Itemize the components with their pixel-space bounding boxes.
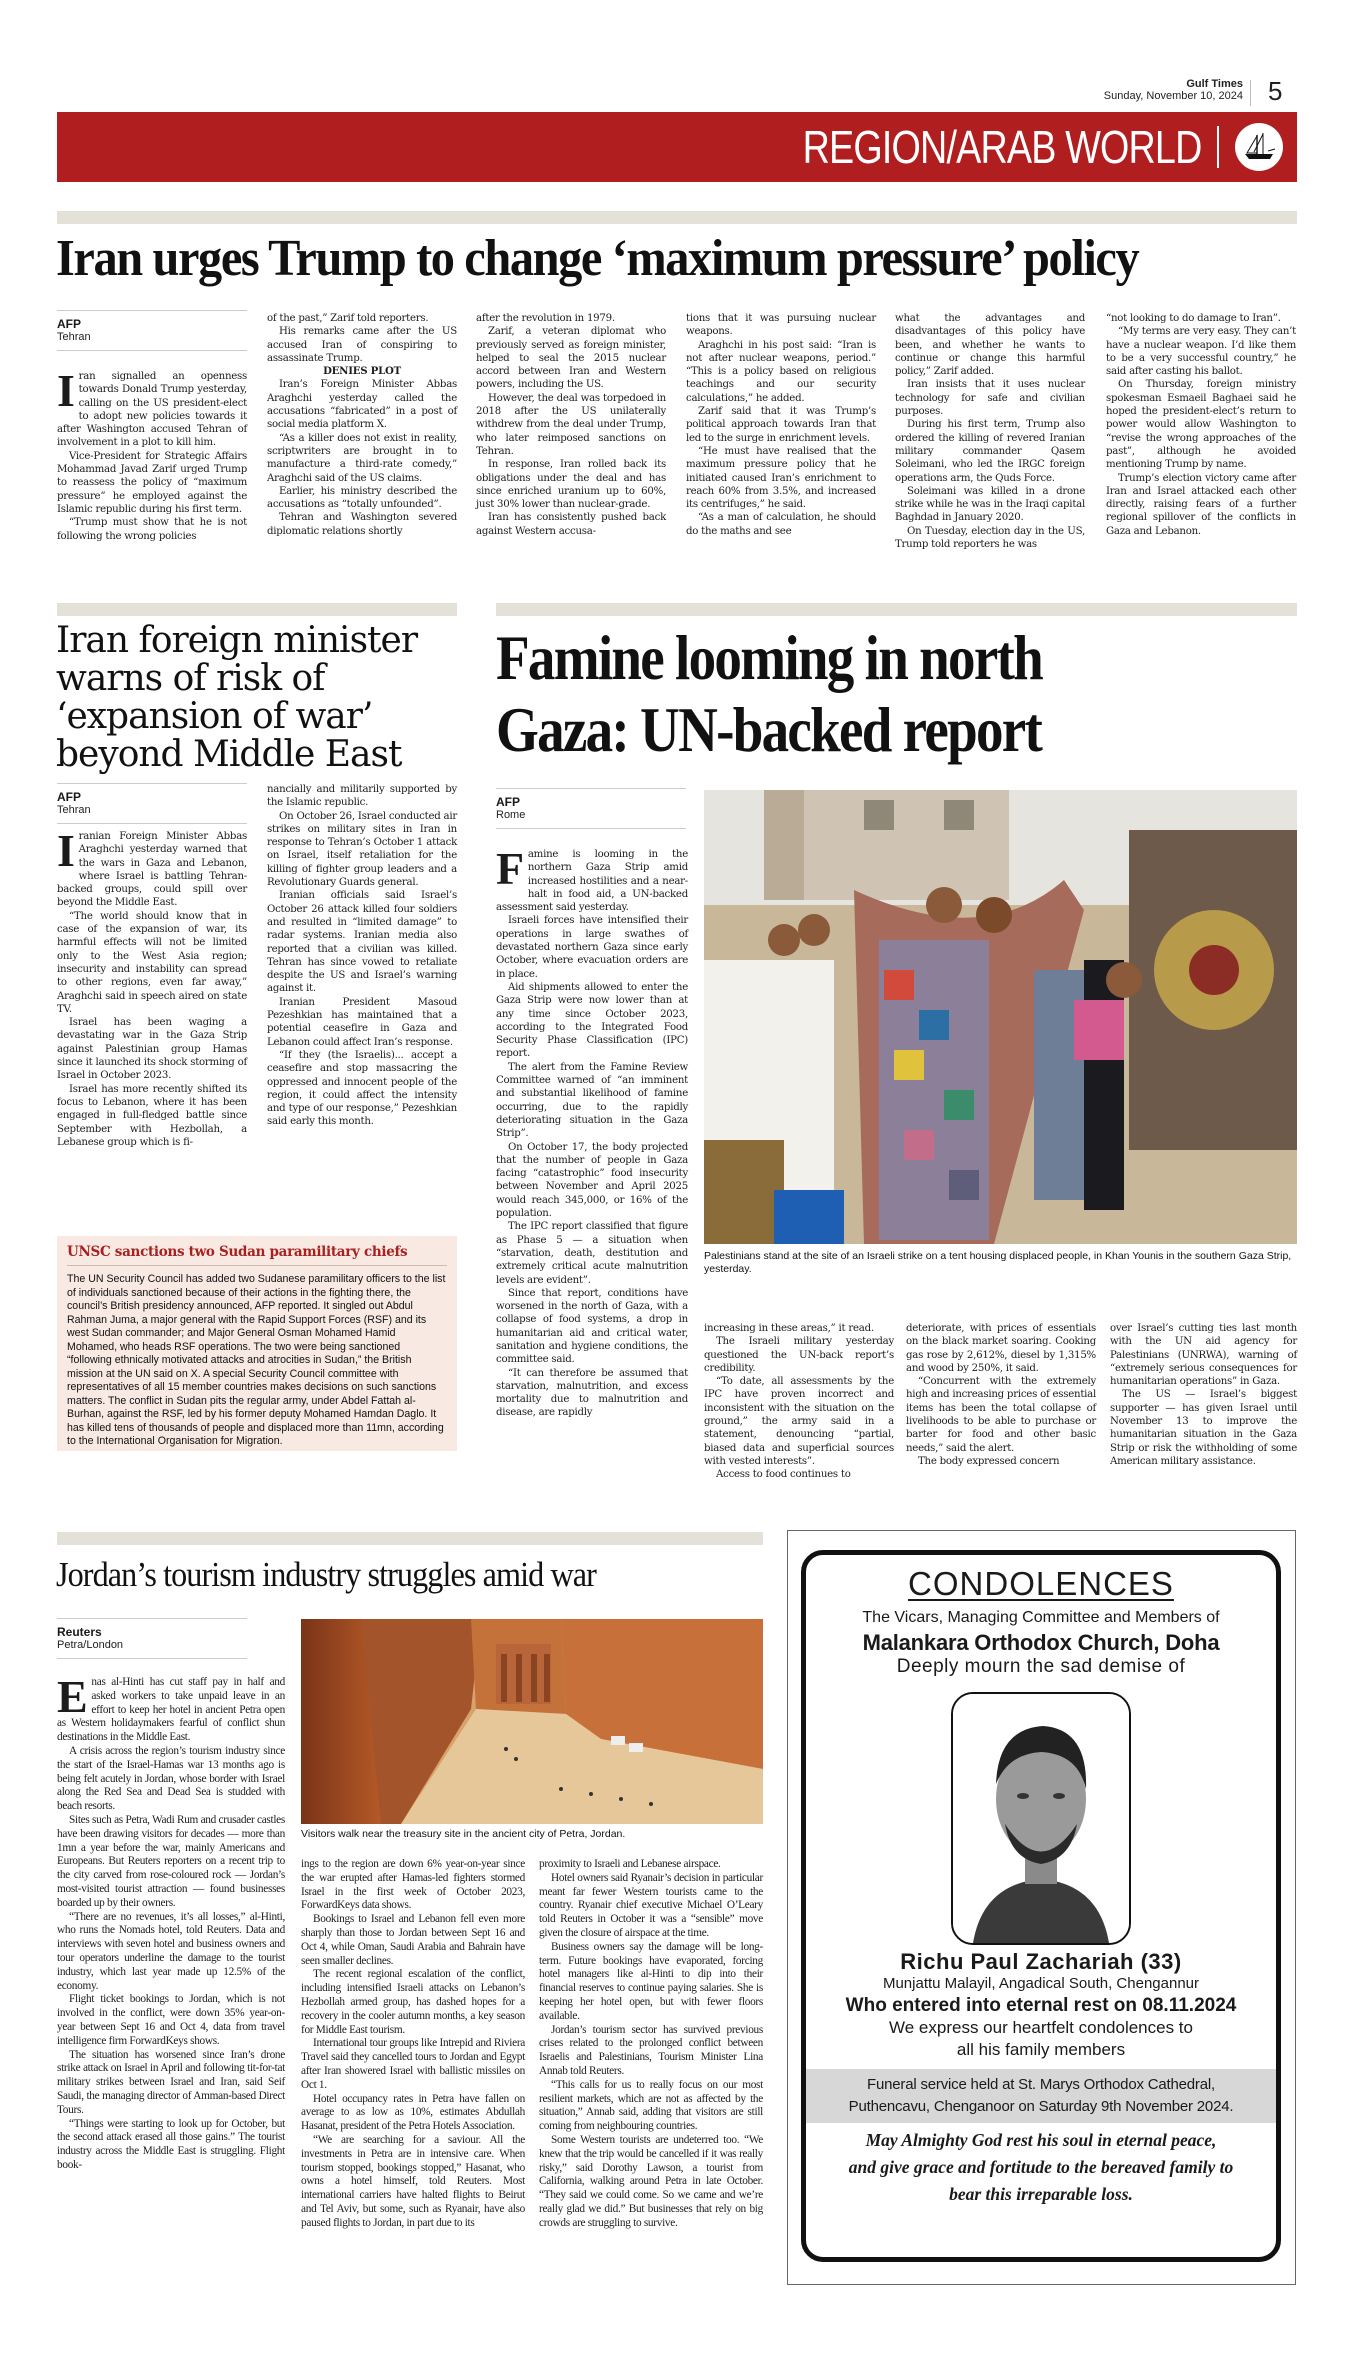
byline-agency: Reuters [57, 1625, 102, 1639]
article-column: increasing in these areas,” it read. The Israeli military yesterday questioned the UN-back report’s credibility. “To date, all assessments by the IPC have proven incorrect and inconsistent with the situation on the ground,” the army said in a statement, denouncing “partial, biased data and superficial sources with vested interests”. Access to food continues to [704, 1323, 894, 1481]
section-rule [496, 603, 1297, 616]
article-column: Famine is looming in the northern Gaza Strip amid increased hostilities and a near-halt in food aid, a UN-backed assessment said yesterday. Israeli forces have intensified their operations in large swathes of devastated northern Gaza since early October, where evacuation orders are in place. Aid shipments allowed to enter the Gaza Strip were now lower than at any time since October 2023, according to the Integrated Food Security Phase Classification (IPC) report. The alert from the Famine Review Committee warned of “an imminent and substantial likelihood of famine occurring, due to the rapidly deteriorating situation in the Gaza Strip”. On October 17, the body projected that the number of people in Gaza facing “catastrophic” food insecurity between November and April 2025 would reach 345,000, or 16% of the population. The IPC report classified that figure as Phase 5 — a situation when “starvation, death, destitution and extremely critical acute malnutrition levels are evident”. Since that report, conditions have worsened in the north of Gaza, with a collapse of food systems, a drop in humanitarian aid and critical water, sanitation and hygiene conditions, the committee said. “It can therefore be assumed that starvation, malnutrition, and excess mortality due to malnutrition and disease, are rapidly [496, 843, 688, 1419]
drop-cap: I [57, 825, 75, 876]
section-title: REGION/ARAB WORLD [803, 121, 1202, 173]
byline-dateline: Tehran [57, 331, 91, 343]
sidebar-sudan [57, 1236, 457, 1451]
portrait-photo [951, 1692, 1131, 1945]
ad-mourn: Deeply mourn the sad demise of [896, 1656, 1186, 1677]
headline-jordan: Jordan’s tourism industry struggles amid war [56, 1555, 596, 1594]
article-column: Iranian Foreign Minister Abbas Araghchi yesterday warned that the wars in Gaza and Lebanon, where Israel is battling Tehran-backed groups, could spill over beyond the Middle East. “The world should know that in case of the expansion of war, its harmful effects will not be limited only to the West Asia region; insecurity and instability can spread to other regions, even far away,” Araghchi said in speech aired on state TV. Israel has been waging a devastating war in the Gaza Strip against Palestinian group Hamas since it launched its shock storming of Israel in October 2023. Israel has more recently shifted its focus to Lebanon, where it has been engaged in full-fledged battle since September with Hezbollah, a Lebanese group which is fi- [57, 825, 247, 1148]
article-column: Iran signalled an openness towards Donald Trump yesterday, calling on the US president-elect to adopt new policies towards it after Washington accused Tehran of involvement in a plot to kill him. Vice-President for Strategic Affairs Mohammad Javad Zarif urged Trump to reassess the policy of “maximum pressure” he employed against the Islamic republic during his first term. “Trump must show that he is not following the wrong policies [57, 365, 247, 542]
article-column: after the revolution in 1979. Zarif, a veteran diplomat who previously served as foreign minister, helped to seal the 2015 nuclear accord between Iran and Western powers, including the US. However, the deal was torpedoed in 2018 after the US unilaterally withdrew from the deal under Trump, who later reimposed sanctions on Tehran. In response, Iran rolled back its obligations under the deal and has since enriched uranium up to 60%, just 30% lower than nuclear-grade. Iran has consistently pushed back against Western accusa- [476, 313, 666, 537]
article-column: of the past,” Zarif told reporters. His remarks came after the US accused Iran of conspiring to assassinate Trump. DENIES PLOT Iran’s Foreign Minister Abbas Araghchi yesterday called the accusations “fabricated” in a post of social media platform X. “As a killer does not exist in reality, scriptwriters are brought in to manufacture a third-rate comedy,” Araghchi said of the US claims. Earlier, his ministry described the accusations as “totally unfounded”. Tehran and Washington severed diplomatic relations shortly [267, 313, 457, 537]
issue-date: Sunday, November 10, 2024 [1103, 90, 1243, 102]
article-column: what the advantages and disadvantages of this policy have been, and whether he wants to continue or change this harmful policy,” Zarif added. Iran insists that it uses nuclear technology for safe and civilian purposes. During his first term, Trump also ordered the killing of revered Iranian military commander Qasem Soleimani, who led the IRGC foreign operations arm, the Quds Force. Soleimani was killed in a drone strike while he was in the Iraqi capital Baghdad in January 2020. On Tuesday, election day in the US, Trump told reporters he was [895, 313, 1085, 551]
funeral-details: Funeral service held at St. Marys Orthodox Cathedral, Puthencavu, Chenganoor on Saturday 9th November 2024. [801, 2069, 1281, 2123]
byline-jordan [57, 1618, 247, 1659]
photo-caption-gaza: Palestinians stand at the site of an Israeli strike on a tent housing displaced people, in Khan Younis in the southern Gaza Strip, yesterday. [704, 1250, 1292, 1275]
subhead-denies-plot: DENIES PLOT [323, 365, 401, 378]
ad-church: Malankara Orthodox Church, Doha [862, 1630, 1220, 1655]
masthead-meta [1104, 78, 1243, 102]
ad-frame [801, 1550, 1281, 2262]
headline-iran-trump: Iran urges Trump to change ‘maximum pressure’ policy [56, 230, 1139, 287]
drop-cap: F [496, 843, 524, 894]
rest-date: Who entered into eternal rest on 08.11.2024 [845, 1995, 1237, 2016]
headline-gaza: Famine looming in north Gaza: UN-backed report [496, 622, 1043, 765]
masthead-divider [1250, 80, 1251, 106]
article-column: tions that it was pursuing nuclear weapons. Araghchi in his post said: “Iran is not after nuclear weapons, period.” “This is a policy based on religious teachings and our security calculations,” he added. Zarif said that it was Trump’s political approach towards Iran that led to the surge in enrichment levels. “He must have realised that the maximum pressure policy that he initiated caused Iran’s enrichment to reach 60% from 3.5%, and increased its centrifuges,” he said. “As a man of calculation, he should do the maths and see [686, 313, 876, 537]
section-rule [57, 211, 1297, 224]
banner-divider [1217, 126, 1219, 168]
prayer-text: May Almighty God rest his soul in eternal peace, and give grace and fortitude to the bereaved family to bear this irreparable loss. [848, 2130, 1234, 2204]
section-banner [57, 112, 1297, 182]
article-column: deteriorate, with prices of essentials on the black market soaring. Cooking gas rose by 2,612%, diesel by 1,315% and wood by 250%, it said. “Concurrent with the extremely high and increasing prices of essential items has been the total collapse of livelihoods to be able to purchase or barter for food and other basic needs,” said the alert. The body expressed concern [906, 1323, 1096, 1467]
article-column: “not looking to do damage to Iran”. “My terms are very easy. They can’t have a nuclear weapon. I’d like them to be a very successful country,” he said after casting his ballot. On Thursday, foreign ministry spokesman Esmaeil Baghaei said he hoped the president-elect’s return to power would allow Washington to “revise the wrong approaches of the past”, although he avoided mentioning Trump by name. Trump’s election victory came after Iran and Israel attacked each other directly, raising fears of a further regional spillover of the conflicts in Gaza and Lebanon. [1106, 313, 1296, 537]
section-rule [57, 603, 457, 616]
deceased-address: Munjattu Malayil, Angadical South, Chengannur [882, 1975, 1200, 1992]
sidebar-body: The UN Security Council has added two Sudanese paramilitary officers to the list of individuals sanctioned because of their actions in the fighting there, the council’s British presidency announced, AFP reported. It singled out Abdul Rahman Juma, a major general with the Rapid Support Forces (RSF) and its west Sudan commander; and Major General Osman Mohamed Hamid Mohamed, who heads RSF operations. The two were being sanctioned “following ethnically motivated attacks and atrocities in Sudan,” the British mission at the UN said on X. A special Security Council committee with representatives of all 15 member countries makes decisions on such sanctions matters. The conflict in Sudan pits the regular army, under Abdel Fattah al-Burhan, against the RSF, led by his former deputy Mohamed Hamdan Daglo. It has killed tens of thousands of people and displaced more than 11mn, according to the International Organisation for Migration. [67, 1273, 446, 1447]
condolence-message: We express our heartfelt condolences to all his family members [889, 2018, 1193, 2059]
byline-dateline: Tehran [57, 804, 91, 816]
byline-dateline: Rome [496, 809, 526, 821]
dhow-icon [1235, 123, 1283, 171]
photo-caption-petra: Visitors walk near the treasury site in the ancient city of Petra, Jordan. [301, 1828, 626, 1840]
drop-cap: E [57, 1671, 88, 1722]
publication-name: Gulf Times [1186, 78, 1243, 90]
section-rule [57, 1532, 763, 1545]
byline-agency: AFP [496, 795, 520, 809]
page-number: 5 [1268, 76, 1283, 106]
byline-agency: AFP [57, 317, 81, 331]
condolence-advertisement [787, 1530, 1296, 2285]
headline-iran-fm: Iran foreign minister warns of risk of ‘expansion of war’ beyond Middle East [56, 620, 418, 775]
byline-dateline: Petra/London [57, 1639, 124, 1651]
byline-iran-trump [57, 310, 247, 351]
ad-title: CONDOLENCES [908, 1565, 1174, 1602]
article-column: over Israel’s cutting ties last month with the UN aid agency for Palestinians (UNRWA), warning of “extremely serious consequences for humanitarian operations” in Gaza. The US — Israel’s biggest supporter — has given Israel until November 13 to improve the humanitarian situation in the Gaza Strip or risk the withholding of some American military assistance. [1110, 1323, 1297, 1467]
article-column: nancially and militarily supported by the Islamic republic. On October 26, Israel conducted air strikes on military sites in Iran in response to Tehran’s October 1 attack on Israel, itself retaliation for the killing of fighter group leaders and a Revolutionary Guards general. Iranian officials said Israel’s October 26 attack killed four soldiers and resulted in “limited damage” to radar systems. Iranian media also reported that a civilian was killed. Tehran has since vowed to retaliate despite the US and Israel’s warning against it. Iranian President Masoud Pezeshkian has maintained that a potential ceasefire in Gaza and Lebanon could affect Iran’s response. “If they (the Israelis)... accept a ceasefire and stop massacring the oppressed and innocent people of the region, it could affect the intensity and type of our response,” Pezeshkian said early this month. [267, 784, 457, 1128]
article-column: Enas al-Hinti has cut staff pay in half and asked workers to take unpaid leave in an effort to keep her hotel in ancient Petra open as Western holidaymakers fearful of conflict shun destinations in the Middle East. A crisis across the region’s tourism industry since the start of the Israel-Hamas war 13 months ago is being felt acutely in Jordan, whose border with Israel along the Red Sea and Dead Sea is studded with beach resorts. Sites such as Petra, Wadi Rum and crusader castles have been drawing visitors for decades — more than 1mn a year before the war, mainly Americans and Europeans. But Reuters reporters on a recent trip to the city carved from rose-coloured rock — Jordan’s most-visited tourist attraction — found businesses boarded up by their owners. “There are no revenues, it’s all losses,” al-Hinti, who runs the Nomads hotel, told Reuters. Data and interviews with seven hotel and business owners and tour operators underline the damage to the tourist industry, which last year made up 12.5% of the economy. Flight ticket bookings to Jordan, which is not involved in the conflict, were down 35% year-on-year between Sept 16 and Oct 4, data from travel intelligence firm ForwardKeys shows. The situation has worsened since Iran’s drone strike attack on Israel in April and following tit-for-tat military strikes between Israel and Iran, said Seif Saudi, the managing director of Amman-based Direct Tours. “Things were starting to look up for October, but the second attack erased all those gains.” The tourist industry across the Middle East is struggling. Flight book- [57, 1671, 285, 2171]
byline-gaza [496, 788, 686, 829]
sidebar-title: UNSC sanctions two Sudan paramilitary chiefs [67, 1244, 447, 1266]
ad-line: The Vicars, Managing Committee and Members of [862, 1609, 1220, 1626]
byline-iran-fm [57, 783, 247, 824]
byline-agency: AFP [57, 790, 81, 804]
article-column: proximity to Israeli and Lebanese airspace. Hotel owners said Ryanair’s decision in particular meant far fewer Western tourists came to the country. Ryanair chief executive Michael O’Leary told Reuters in October it was a “sensible” move given the closure of airspace at the time. Business owners say the damage will be long-term. Future bookings have evaporated, forcing hotel managers like al-Hinti to dip into their financial reserves to continue paying salaries. She is keeping her hotel open, but with fewer floors available. Jordan’s tourism sector has survived previous crises related to the prolonged conflict between Israelis and Palestinians, Tourism Minister Lina Annab told Reuters. “This calls for us to really focus on our most resilient markets, which are not as affected by the situation,” Annab said, adding that visitors are still coming from neighbouring countries. Some Western tourists are undeterred too. “We knew that the trip would be cancelled if it was really risky,” said Dorothy Lawson, a tourist from California, walking around Petra in late October. “They said we could come. So we came and we’re really glad we did.” But businesses that rely on big crowds are struggling to survive. [539, 1858, 763, 2229]
drop-cap: I [57, 365, 75, 416]
article-column: ings to the region are down 6% year-on-year since the war erupted after Hamas-led fighters stormed Israel in the first week of October 2023, ForwardKeys data shows. Bookings to Israel and Lebanon fell even more sharply than those to Jordan between Sept 16 and Oct 4, while Oman, Saudi Arabia and Bahrain have seen smaller declines. The recent regional escalation of the conflict, including intensified Israeli attacks on Lebanon’s Hezbollah armed group, has dashed hopes for a recovery in the cooler autumn months, a key season for Middle East tourism. International tour groups like Intrepid and Riviera Travel said they cancelled tours to Jordan and Egypt after Iran showered Israel with ballistic missiles on Oct 1. Hotel occupancy rates in Petra have fallen on average to as low as 10%, estimates Abdullah Hasanat, president of the Petra Hotels Association. “We are searching for a saviour. All the investments in Petra are in intensive care. When tourism stopped, bookings stopped,” Hasanat, who owns a hotel himself, told Reuters. Most international carriers have halted flights to Beirut and Tel Aviv, but some, such as Ryanair, have also paused flights to Jordan, in part due to its [301, 1858, 525, 2229]
photo-gaza-tents [704, 790, 1297, 1244]
photo-petra-treasury [301, 1619, 763, 1824]
deceased-name: Richu Paul Zachariah (33) [900, 1949, 1182, 1974]
